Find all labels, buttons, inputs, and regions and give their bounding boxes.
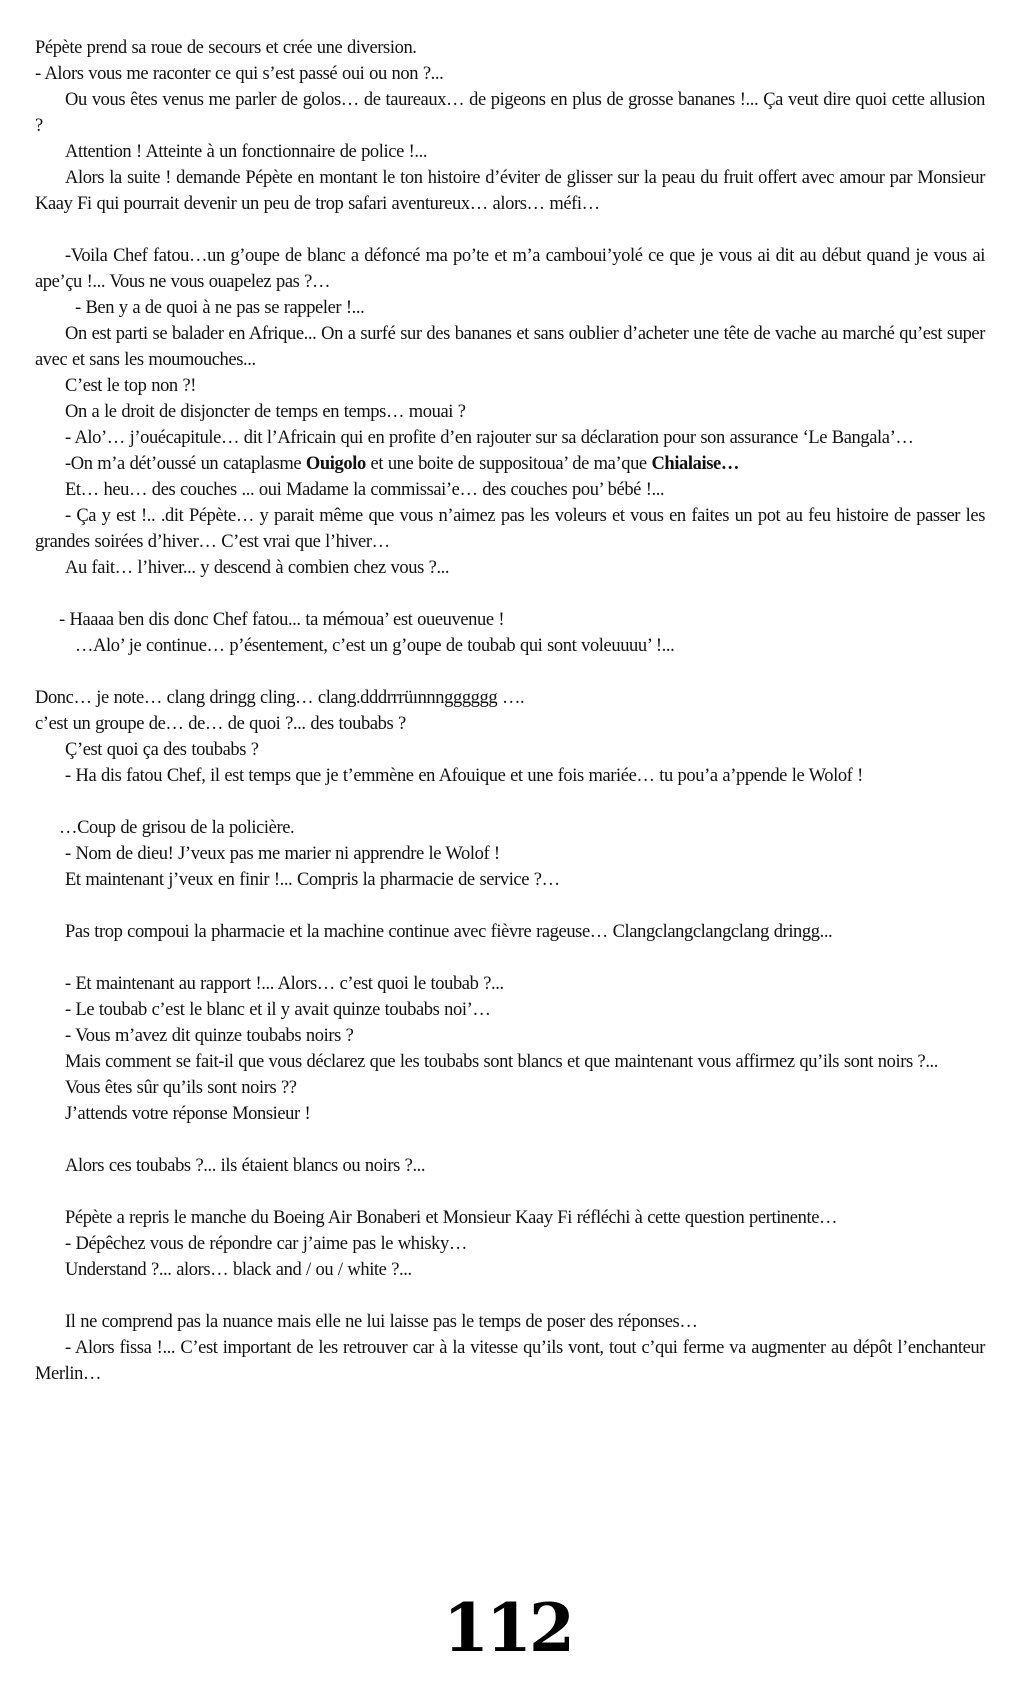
paragraph-gap bbox=[35, 1283, 985, 1309]
paragraph: - Vous m’avez dit quinze toubabs noirs ? bbox=[65, 1026, 354, 1046]
paragraph: On a le droit de disjoncter de temps en temps… mouai ? bbox=[65, 402, 466, 422]
paragraph: c’est un groupe de… de… de quoi ?... des toubabs ? bbox=[35, 714, 406, 734]
paragraph: …Alo’ je continue… p’ésentement, c’est un g’oupe de toubab qui sont voleuuuu’ !... bbox=[75, 636, 675, 656]
paragraph: Donc… je note… clang dringg cling… clang.dddrrrüınnngggggg …. bbox=[35, 688, 525, 708]
paragraph: …Coup de grisou de la policière. bbox=[59, 818, 295, 838]
paragraph: - Dépêchez vous de répondre car j’aime pas le whisky… bbox=[65, 1234, 467, 1254]
paragraph: J’attends votre réponse Monsieur ! bbox=[65, 1104, 311, 1124]
paragraph: - Ben y a de quoi à ne pas se rappeler !... bbox=[75, 298, 365, 318]
paragraph bbox=[35, 451, 985, 477]
paragraph: - Ça y est !.. .dit Pépète… y parait même que vous n’aimez pas les voleurs et vous en faites un pot au feu histoire de passer les grandes soirées d’hiver… C’est vrai que l’hiver… bbox=[35, 506, 985, 552]
paragraph: Ç’est quoi ça des toubabs ? bbox=[65, 740, 259, 760]
page-number: 112 bbox=[443, 1589, 572, 1667]
product-name: Ouigolo bbox=[305, 454, 366, 474]
paragraph: -Voila Chef fatou…un g’oupe de blanc a défoncé ma po’te et m’a camboui’yolé ce que je vous ai dit au début quand je vous ai ape’çu !... Vous ne vous ouapelez pas ?… bbox=[35, 246, 985, 292]
paragraph: Alors ces toubabs ?... ils étaient blancs ou noirs ?... bbox=[65, 1156, 426, 1176]
paragraph: - Alo’… j’ouécapitule… dit l’Africain qui en profite d’en rajouter sur sa déclaration pour son assurance ‘Le Bangala’… bbox=[65, 428, 914, 448]
paragraph: C’est le top non ?! bbox=[65, 376, 197, 396]
paragraph-gap bbox=[35, 1127, 985, 1153]
paragraph-gap bbox=[35, 1179, 985, 1205]
paragraph-gap bbox=[35, 945, 985, 971]
paragraph-gap bbox=[35, 789, 985, 815]
paragraph: - Ha dis fatou Chef, il est temps que je t’emmène en Afouique et une fois mariée… tu pou’a a’ppende le Wolof ! bbox=[65, 766, 863, 786]
paragraph-gap bbox=[35, 659, 985, 685]
paragraph: Vous êtes sûr qu’ils sont noirs ?? bbox=[65, 1078, 297, 1098]
paragraph: - Le toubab c’est le blanc et il y avait quinze toubabs noi’… bbox=[65, 1000, 491, 1020]
paragraph: - Haaaa ben dis donc Chef fatou... ta mémoua’ est oueuvenue ! bbox=[59, 610, 505, 630]
paragraph: Attention ! Atteinte à un fonctionnaire de police !... bbox=[65, 142, 428, 162]
paragraph-gap bbox=[35, 217, 985, 243]
brand-name: Chialaise… bbox=[651, 454, 739, 474]
paragraph: Alors la suite ! demande Pépète en montant le ton histoire d’éviter de glisser sur la peau du fruit offert avec amour par Monsieur Kaay Fi qui pourrait devenir un peu de trop safari aventureux… alors… méfi… bbox=[35, 168, 985, 214]
paragraph: On est parti se balader en Afrique... On a surfé sur des bananes et sans oublier d’acheter une tête de vache au marché qu’est super avec et sans les moumouches... bbox=[35, 324, 985, 370]
paragraph: - Et maintenant au rapport !... Alors… c’est quoi le toubab ?... bbox=[65, 974, 504, 994]
paragraph-text: -On m’a dét’oussé un cataplasme bbox=[65, 454, 306, 474]
paragraph: Pas trop compoui la pharmacie et la machine continue avec fièvre rageuse… Clangclangclangclang dringg... bbox=[65, 922, 833, 942]
paragraph: Et maintenant j’veux en finir !... Compris la pharmacie de service ?… bbox=[65, 870, 560, 890]
paragraph: Au fait… l’hiver... y descend à combien chez vous ?... bbox=[65, 558, 450, 578]
paragraph: - Alors fissa !... C’est important de les retrouver car à la vitesse qu’ils vont, tout c’qui ferme va augmenter au dépôt l’enchanteur Merlin… bbox=[35, 1338, 985, 1384]
paragraph: Mais comment se fait-il que vous déclarez que les toubabs sont blancs et que maintenant vous affirmez qu’ils sont noirs ?... bbox=[65, 1052, 939, 1072]
paragraph-gap bbox=[35, 893, 985, 919]
paragraph-gap bbox=[35, 581, 985, 607]
paragraph: Ou vous êtes venus me parler de golos… de taureaux… de pigeons en plus de grosse bananes !... Ça veut dire quoi cette allusion ? bbox=[35, 90, 985, 136]
paragraph: Understand ?... alors… black and / ou / white ?... bbox=[65, 1260, 412, 1280]
paragraph: - Nom de dieu! J’veux pas me marier ni apprendre le Wolof ! bbox=[65, 844, 500, 864]
paragraph: - Alors vous me raconter ce qui s’est passé oui ou non ?... bbox=[35, 64, 444, 84]
paragraph-text: et une boite de suppositoua’ de ma’que bbox=[365, 454, 652, 474]
document-page bbox=[35, 35, 985, 1387]
paragraph: Et… heu… des couches ... oui Madame la commissai’e… des couches pou’ bébé !... bbox=[65, 480, 665, 500]
paragraph: Pépète a repris le manche du Boeing Air Bonaberi et Monsieur Kaay Fi réfléchi à cette question pertinente… bbox=[65, 1208, 838, 1228]
paragraph: Il ne comprend pas la nuance mais elle ne lui laisse pas le temps de poser des réponses… bbox=[65, 1312, 698, 1332]
paragraph: Pépète prend sa roue de secours et crée une diversion. bbox=[35, 38, 417, 58]
